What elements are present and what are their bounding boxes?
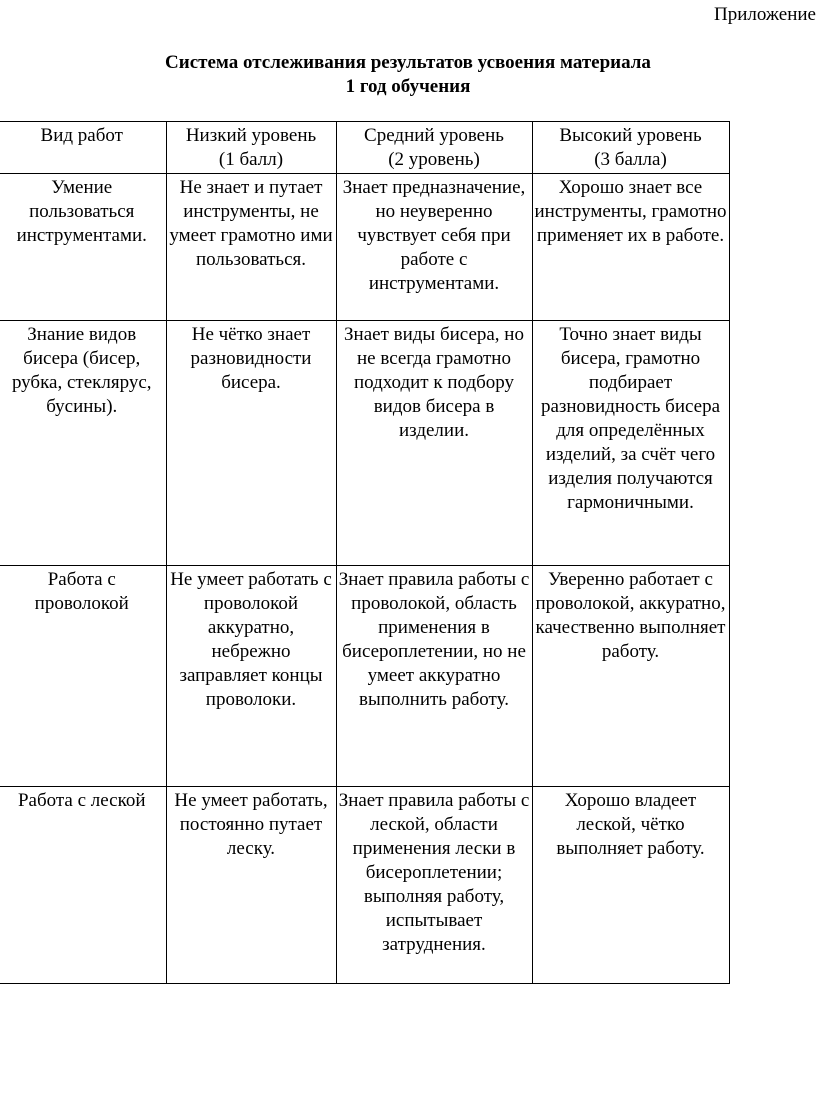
table-row (0, 566, 729, 787)
cell-medium-level: Знает предназначение, но неуверенно чувствует себя при работе с инструментами. (336, 174, 532, 321)
appendix-label: Приложение (714, 4, 816, 25)
cell-work-type: Знание видов бисера (бисер, рубка, стеклярус, бусины). (0, 321, 166, 566)
cell-low-level: Не чётко знает разновидности бисера. (166, 321, 336, 566)
table-row (0, 321, 729, 566)
cell-low-level: Не умеет работать с проволокой аккуратно, небрежно заправляет концы проволоки. (166, 566, 336, 787)
header-cell-medium-level (336, 122, 532, 174)
header-label: Вид работ (40, 125, 123, 146)
cell-work-type: Работа с проволокой (0, 566, 166, 787)
cell-low-level: Не знает и путает инструменты, не умеет грамотно ими пользоваться. (166, 174, 336, 321)
cell-work-type: Умение пользоваться инструментами. (0, 174, 166, 321)
cell-medium-level: Знает правила работы с леской, области применения лески в бисероплетении; выполняя работу, испытывает затруднения. (336, 787, 532, 984)
cell-high-level: Хорошо знает все инструменты, грамотно применяет их в работе. (532, 174, 729, 321)
cell-high-level: Точно знает виды бисера, грамотно подбирает разновидность бисера для определённых изделий, за счёт чего изделия получаются гармоничными. (532, 321, 729, 566)
header-label: Высокий уровень (559, 125, 702, 146)
header-score: (2 уровень) (388, 149, 480, 170)
cell-high-level: Уверенно работает с проволокой, аккуратно, качественно выполняет работу. (532, 566, 729, 787)
table-header-row (0, 122, 729, 174)
document-title: Система отслеживания результатов усвоения материала (165, 52, 651, 73)
cell-work-type: Работа с леской (0, 787, 166, 984)
assessment-table (0, 121, 730, 984)
cell-medium-level: Знает виды бисера, но не всегда грамотно подходит к подбору видов бисера в изделии. (336, 321, 532, 566)
header-score: (3 балла) (594, 149, 667, 170)
cell-medium-level: Знает правила работы с проволокой, область применения в бисероплетении, но не умеет аккуратно выполнить работу. (336, 566, 532, 787)
header-label: Средний уровень (364, 125, 504, 146)
table-row (0, 174, 729, 321)
table-row (0, 787, 729, 984)
cell-low-level: Не умеет работать, постоянно путает леску. (166, 787, 336, 984)
header-cell-high-level (532, 122, 729, 174)
header-label: Низкий уровень (185, 125, 317, 146)
cell-high-level: Хорошо владеет леской, чётко выполняет работу. (532, 787, 729, 984)
header-score: (1 балл) (218, 149, 284, 170)
header-cell-work-type (0, 122, 166, 174)
document-subtitle: 1 год обучения (345, 76, 471, 97)
header-cell-low-level (166, 122, 336, 174)
